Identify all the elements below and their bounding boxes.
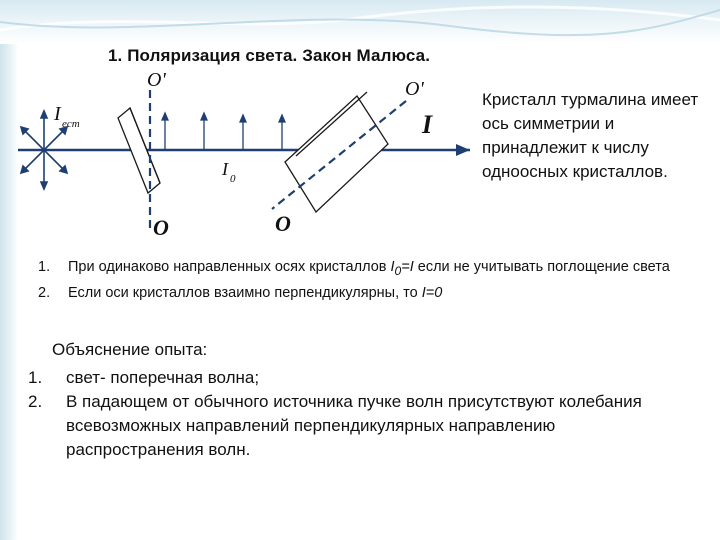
label-o-1: O (153, 215, 169, 240)
explanation-number: 1. (28, 368, 43, 387)
condition-symbol-eq: =I (401, 259, 414, 275)
condition-number: 1. (38, 259, 51, 275)
condition-symbol-i: I (390, 259, 395, 275)
crystal-description: Кристалл турмалина имеет ось симметрии и принадлежит к числу одноосных кристаллов. (482, 90, 699, 181)
explanation-text: свет- поперечная волна; (66, 368, 260, 387)
label-i-natural: I (54, 103, 61, 125)
condition-text-a: При одинаково направленных осях кристаллов (68, 259, 391, 275)
label-o-prime-2: O' (405, 78, 424, 100)
explanation-text: В падающем от обычного источника пучке волн присутствуют колебания всевозможных направлений перпендикулярных направлению распространения волн. (66, 392, 642, 459)
condition-symbol: I=0 (421, 284, 443, 301)
slide-title: 1. Поляризация света. Закон Малюса. (108, 46, 431, 65)
conditions-list (38, 258, 678, 306)
label-i0: I (222, 159, 228, 179)
condition-item-1 (38, 258, 678, 280)
condition-symbol-sub: 0 (394, 263, 402, 278)
label-i-natural-sub: eст (62, 118, 80, 130)
label-i0-sub: 0 (230, 173, 236, 185)
explanation-item-1 (28, 366, 688, 390)
condition-text-b: если не учитывать поглощение света (413, 259, 670, 275)
condition-number: 2. (38, 284, 51, 301)
ray-arrowhead (456, 144, 470, 156)
explanation-item-2 (28, 390, 688, 462)
label-o-prime-1: O' (147, 69, 166, 91)
label-i-out: I (422, 110, 433, 139)
explanation-list (28, 366, 688, 462)
condition-text-a: Если оси кристаллов взаимно перпендикулярны, то (68, 284, 422, 301)
polarized-vectors (162, 113, 285, 150)
explanation-number: 2. (28, 392, 43, 411)
label-o-2: O (275, 211, 291, 236)
second-crystal (285, 96, 388, 212)
condition-item-2 (38, 284, 678, 302)
explanation-heading: Объяснение опыта: (52, 340, 208, 359)
